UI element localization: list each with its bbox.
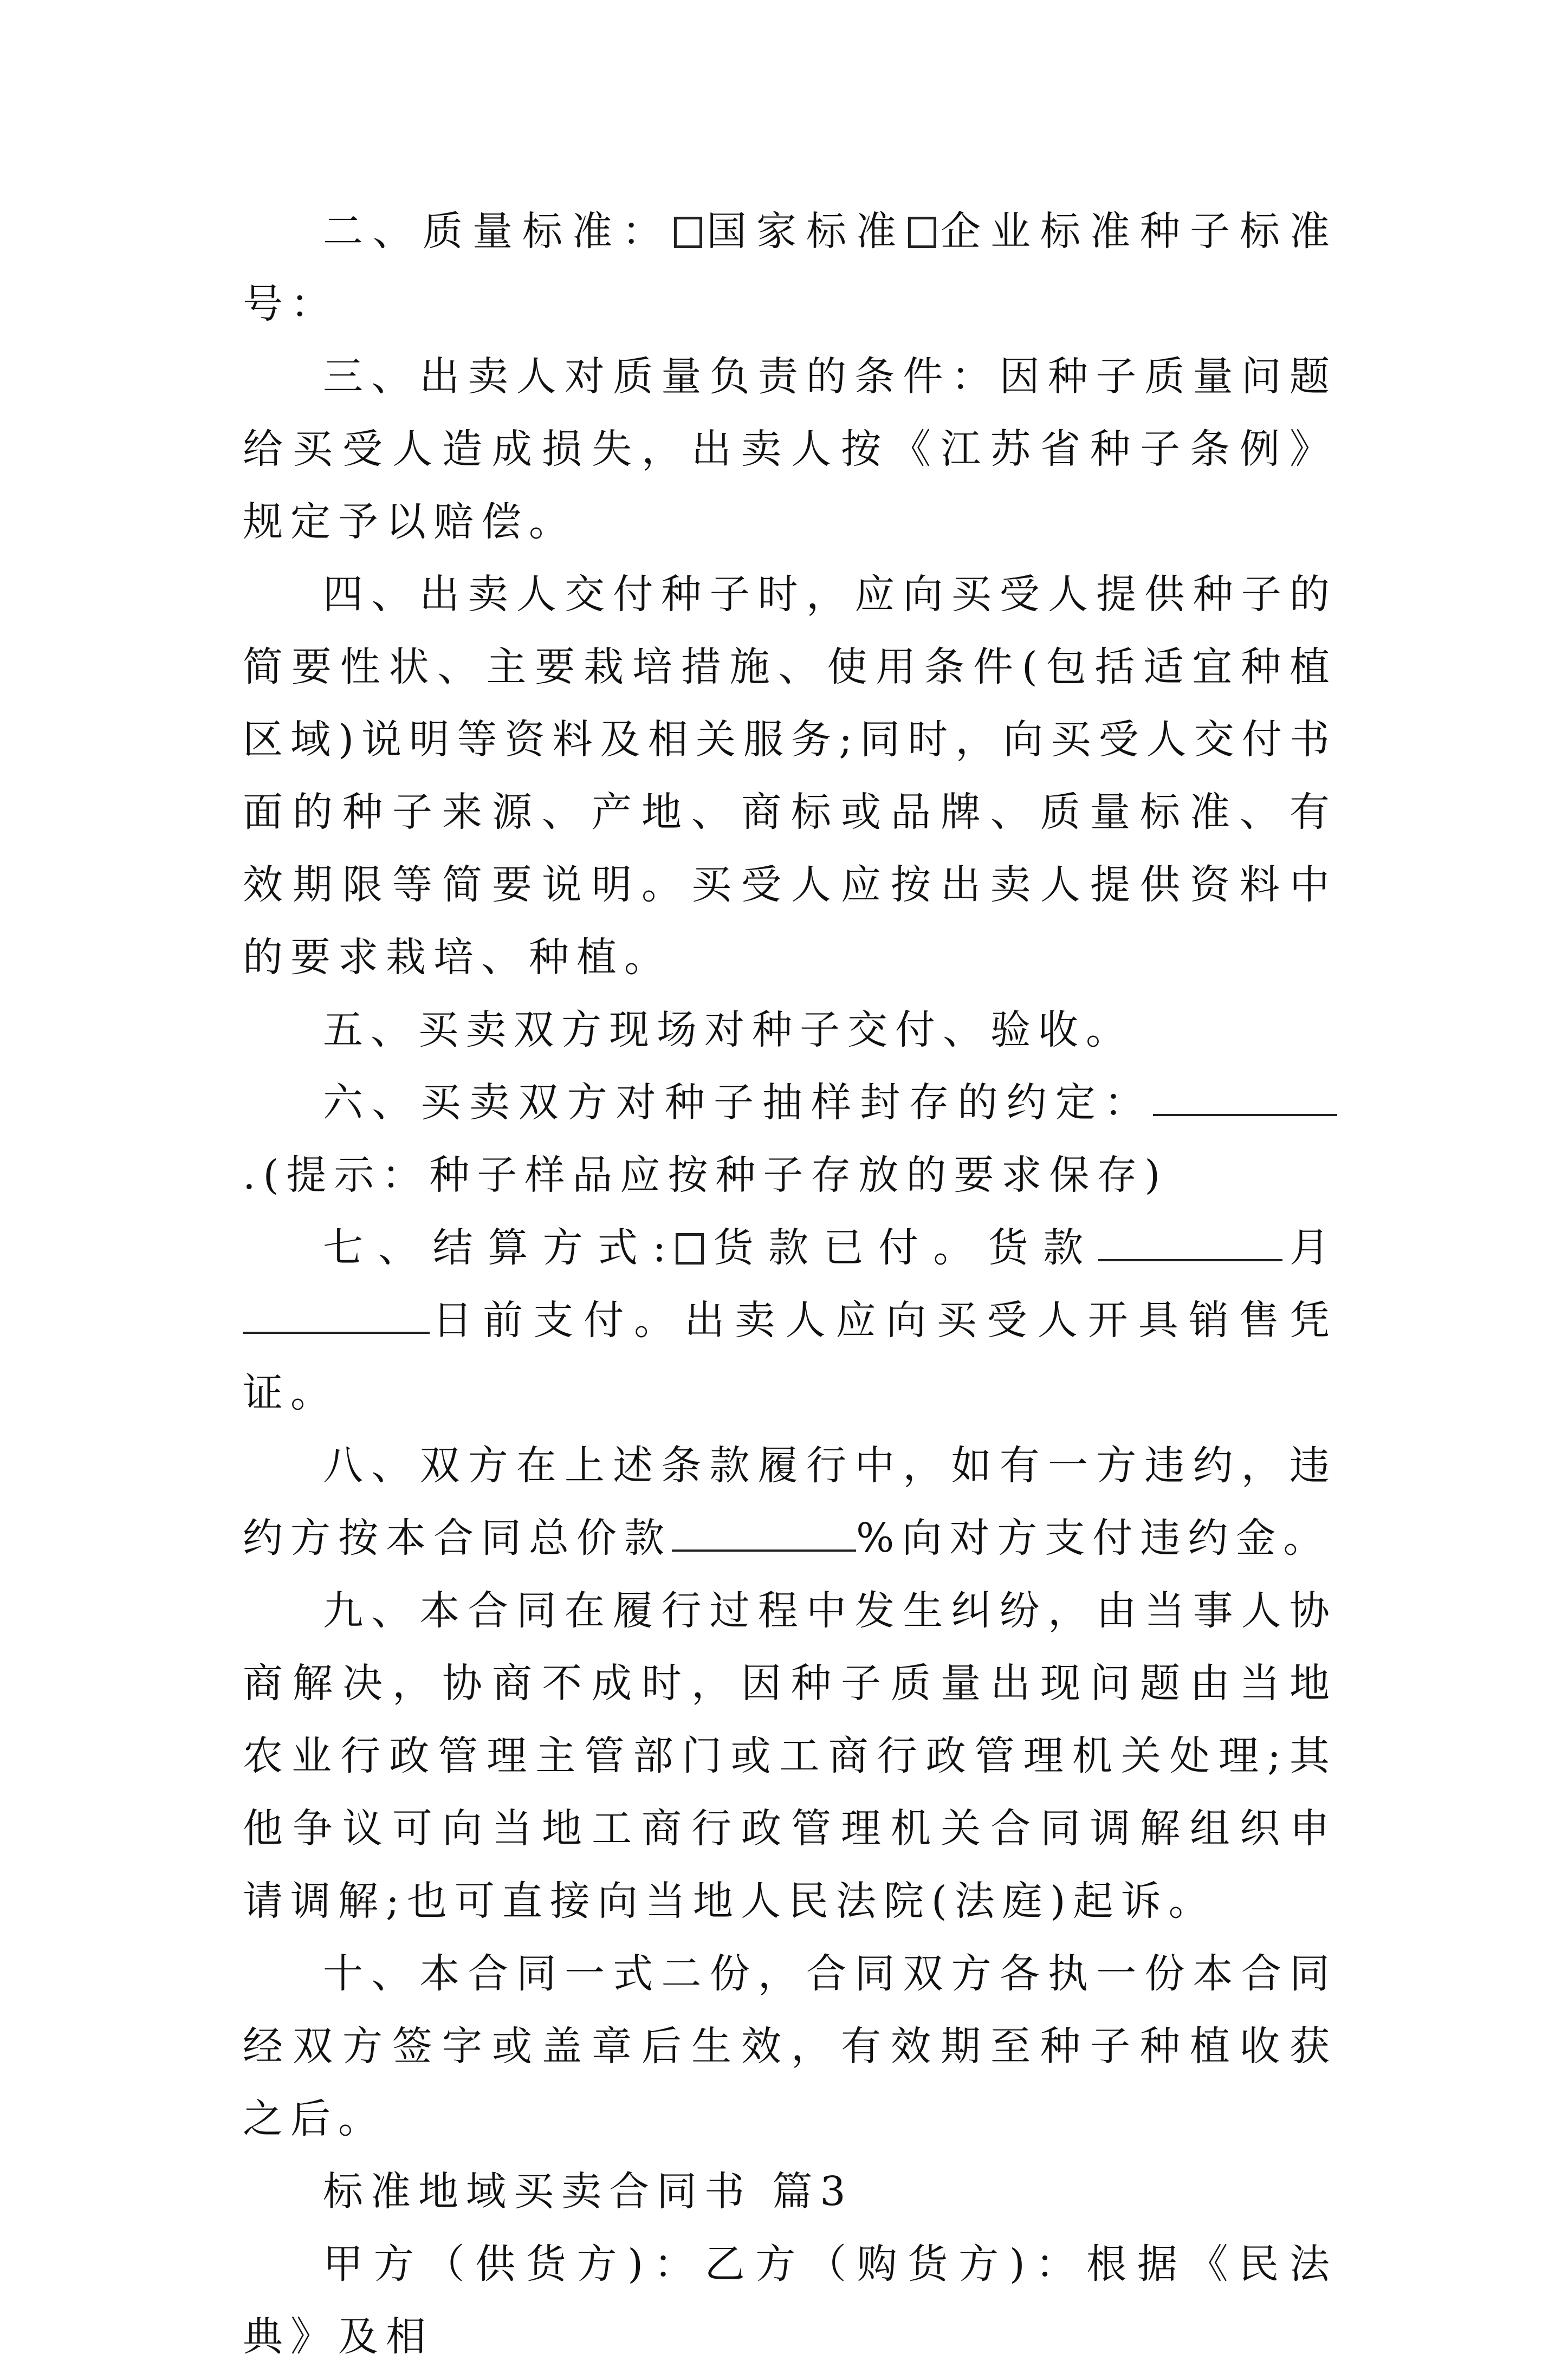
- paragraph-p7: [243, 1211, 1337, 1429]
- paragraph-p11: [243, 2155, 1337, 2228]
- paragraph-text: 日前支付。出卖人应向买受人开具销售凭证。: [243, 1297, 1337, 1416]
- document-page: [243, 195, 1337, 2373]
- paragraph-text: 七、结算方式:: [323, 1224, 674, 1271]
- paragraph-text: 国家标准: [704, 208, 906, 255]
- paragraph-text: 五、买卖双方现场对种子交付、验收。: [323, 1007, 1133, 1053]
- paragraph-text: 货款已付。货款: [706, 1224, 1098, 1271]
- paragraph-text: 十、本合同一式二份，合同双方各执一份本合同经双方签字或盖章后生效，有效期至种子种植收获之后。: [243, 1950, 1337, 2142]
- paragraph-text: 二、质量标准：: [323, 208, 672, 255]
- paragraph-p8: [243, 1429, 1337, 1574]
- checkbox-icon[interactable]: [908, 217, 936, 248]
- paragraph-text: .(提示：种子样品应按种子存放的要求保存): [243, 1152, 1168, 1198]
- paragraph-text: 六、买卖双方对种子抽样封存的约定：: [323, 1079, 1153, 1126]
- paragraph-p12: [243, 2228, 1337, 2373]
- fill-in-blank[interactable]: [1098, 1221, 1282, 1261]
- paragraph-text: 八、双方在上述条款履行中，如有一方违约，违约方按本合同总价款: [243, 1442, 1337, 1561]
- paragraph-text: 甲方（供货方)：乙方（购货方)：根据《民法典》及相: [243, 2241, 1337, 2360]
- paragraph-text: 四、出卖人交付种子时，应向买受人提供种子的简要性状、主要栽培措施、使用条件(包括适宜种植区域)说明等资料及相关服务;同时，向买受人交付书面的种子来源、产地、商标或品牌、质量标准、有效期限等简要说明。买受人应按出卖人提供资料中的要求栽培、种植。: [243, 571, 1337, 981]
- paragraph-p10: [243, 1937, 1337, 2155]
- paragraph-p3: [243, 340, 1337, 558]
- paragraph-p5: [243, 994, 1337, 1066]
- paragraph-text: 企业标准种子标准号：: [243, 208, 1337, 327]
- fill-in-blank[interactable]: [1153, 1076, 1337, 1116]
- paragraph-p9: [243, 1574, 1337, 1937]
- paragraph-p4: [243, 558, 1337, 994]
- checkbox-icon[interactable]: [674, 217, 702, 248]
- checkbox-icon[interactable]: [676, 1233, 704, 1265]
- fill-in-blank[interactable]: [243, 1294, 430, 1334]
- paragraph-text: 标准地域买卖合同书 篇3: [323, 2168, 853, 2215]
- paragraph-text: %向对方支付违约金。: [856, 1515, 1331, 1561]
- paragraph-text: 九、本合同在履行过程中发生纠纷，由当事人协商解决，协商不成时，因种子质量出现问题由当地农业行政管理主管部门或工商行政管理机关处理;其他争议可向当地工商行政管理机关合同调解组织申请调解;也可直接向当地人民法院(法庭)起诉。: [243, 1587, 1337, 1924]
- paragraph-p2: [243, 195, 1337, 340]
- paragraph-p6: [243, 1066, 1337, 1211]
- fill-in-blank[interactable]: [672, 1512, 856, 1552]
- paragraph-text: 三、出卖人对质量负责的条件：因种子质量问题给买受人造成损失，出卖人按《江苏省种子条例》规定予以赔偿。: [243, 353, 1337, 545]
- paragraph-text: 月: [1282, 1224, 1337, 1271]
